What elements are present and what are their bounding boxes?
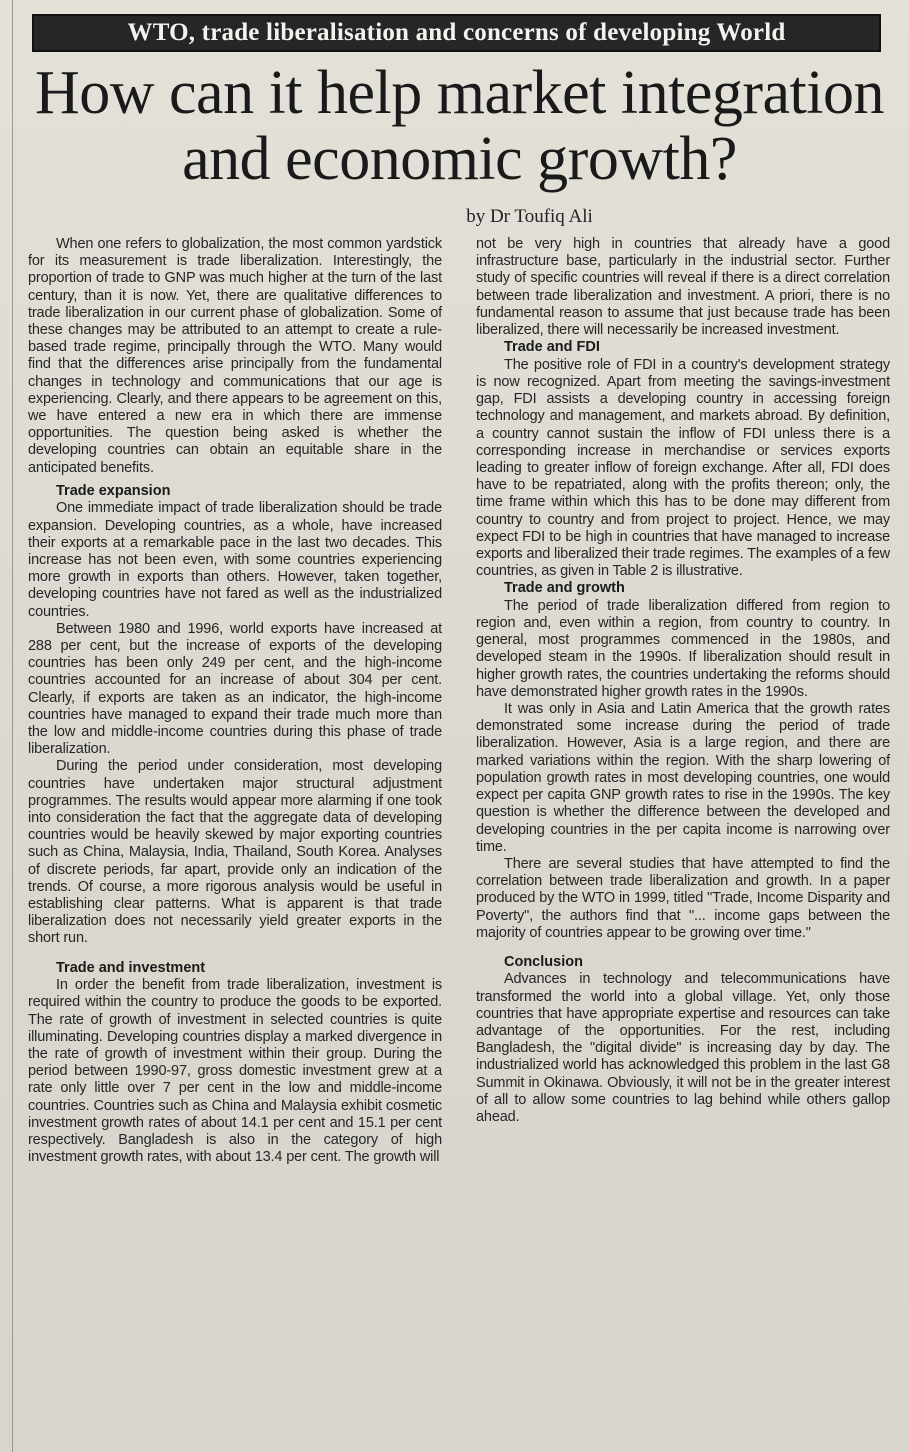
section-heading-trade-investment: Trade and investment	[56, 959, 206, 976]
headline-line-2: and economic growth?	[182, 125, 737, 193]
article-body	[28, 236, 890, 1166]
paragraph: When one refers to globalization, the most common yardstick for its measurement is trade liberalization. Interestingly, the proportion of trade to GNP was much higher at the turn of the last century, than it is now. Yet, there are qualitative differences to trade liberalization in our current phase of globalization. Some of these changes may be attributed to an attempt to create a rule-based trade regime, principally through the WTO. Many would find that the differences arise principally from the fundamental changes in technology and communications that our age is experiencing. Clearly, and there appears to be agreement on this, we have entered a new era in which there are immense opportunities. The question being asked is whether the developing countries can obtain an equitable share in the anticipated benefits.	[28, 236, 442, 476]
section-heading-trade-growth: Trade and growth	[504, 580, 625, 597]
left-column	[28, 236, 442, 1166]
section-heading-trade-expansion: Trade expansion	[56, 482, 171, 499]
kicker-banner: WTO, trade liberalisation and concerns of developing World	[32, 14, 881, 52]
paragraph: One immediate impact of trade liberalization should be trade expansion. Developing countries, as a whole, have increased their exports at a remarkable pace in the last two decades. This increase has not been even, with some countries experiencing more growth in exports than others. However, taken together, developing countries have not fared as well as the industrialized countries.	[28, 500, 442, 620]
headline-line-1: How can it help market integration	[34, 59, 884, 127]
paragraph: Between 1980 and 1996, world exports have increased at 288 per cent, but the increase of exports of the developing countries has been only 249 per cent, and the high-income countries accounted for an increase of about 304 per cent. Clearly, if exports are taken as an indicator, the high-income countries have managed to expand their trade much more than the low and middle-income countries during this phase of trade liberalization.	[28, 620, 442, 758]
paragraph: not be very high in countries that already have a good infrastructure base, particularly in the industrial sector. Further study of specific countries will reveal if there is a direct correlation between trade liberalization and investment. A priori, there is no fundamental reason to assume that just because trade has been liberalized, there will necessarily be increased investment.	[476, 236, 890, 339]
paragraph: The positive role of FDI in a country's development strategy is now recognized. Apart from meeting the savings-investment gap, FDI assists a developing country in accessing foreign technology and management, and markets abroad. By definition, a country cannot sustain the inflow of FDI unless there is a corresponding increase in merchandise or services exports leading to greater inflow of foreign exchange. After all, FDI does have to be repatriated, along with the profits thereon; only, the time frame within which this has to be done may different from country to country and from project to project. Hence, we may expect FDI to be high in countries that have managed to increase exports and liberalized their trade regimes. The examples of a few countries, as given in Table 2 is illustrative.	[476, 356, 890, 580]
paragraph: The period of trade liberalization differed from region to region and, even within a region, from country to country. In general, most programmes commenced in the 1980s, and developed steam in the 1990s. If liberalization should result in higher growth rates, the countries undertaking the reforms should have demonstrated higher growth rates in the 1990s.	[476, 597, 890, 700]
paragraph: It was only in Asia and Latin America that the growth rates demonstrated some increase during the period of trade liberalization. However, Asia is a large region, and there are marked variations within the region. With the sharp lowering of population growth rates in most developing countries, one would expect per capita GNP growth rates to rise in the 1990s. The key question is whether the difference between the developed and developing countries in the per capita income is narrowing over time.	[476, 701, 890, 855]
section-heading-conclusion: Conclusion	[504, 953, 583, 970]
right-column	[476, 236, 890, 1166]
paragraph: In order the benefit from trade liberalization, investment is required within the country to produce the goods to be exported. The rate of growth of investment in selected countries is quite illuminating. Developing countries display a marked divergence in the rate of growth of investment within their group. During the period between 1990-97, gross domestic investment grew at a rate only little over 7 per cent in the low and middle-income countries. Countries such as China and Malaysia exhibit cosmetic investment growth rates of about 14.1 per cent and 15.1 per cent respectively. Bangladesh is also in the category of high investment growth rates, with about 13.4 per cent. The growth will	[28, 977, 442, 1166]
byline: by Dr Toufiq Ali	[466, 206, 593, 227]
column-rule	[12, 0, 13, 1452]
paragraph: Advances in technology and telecommunications have transformed the world into a global village. Yet, only those countries that have appropriate expertise and resources can take advantage of the opportunities. For the rest, including Bangladesh, the "digital divide" is increasing day by day. The industrialized world has acknowledged this problem in the last G8 Summit in Okinawa. Obviously, it will not be in the greater interest of all to allow some countries to lag behind while others gallop ahead.	[476, 971, 890, 1126]
section-heading-trade-fdi: Trade and FDI	[504, 339, 600, 356]
headline	[28, 60, 891, 192]
paragraph: During the period under consideration, most developing countries have undertaken major structural adjustment programmes. The results would appear more alarming if one took into consideration the fact that the aggregate data of developing countries would be heavily skewed by major exporting countries such as China, Malaysia, India, Thailand, South Korea. Analyses of discrete periods, far apart, provide only an indication of the trends. Of course, a more rigorous analysis would be useful in establishing clear patterns. What is apparent is that trade liberalization does not necessarily yield greater exports in the short run.	[28, 758, 442, 947]
paragraph: There are several studies that have attempted to find the correlation between trade liberalization and growth. In a paper produced by the WTO in 1999, titled "Trade, Income Disparity and Poverty", the authors find that "... income gaps between the majority of countries appear to be growing over time."	[476, 855, 890, 941]
